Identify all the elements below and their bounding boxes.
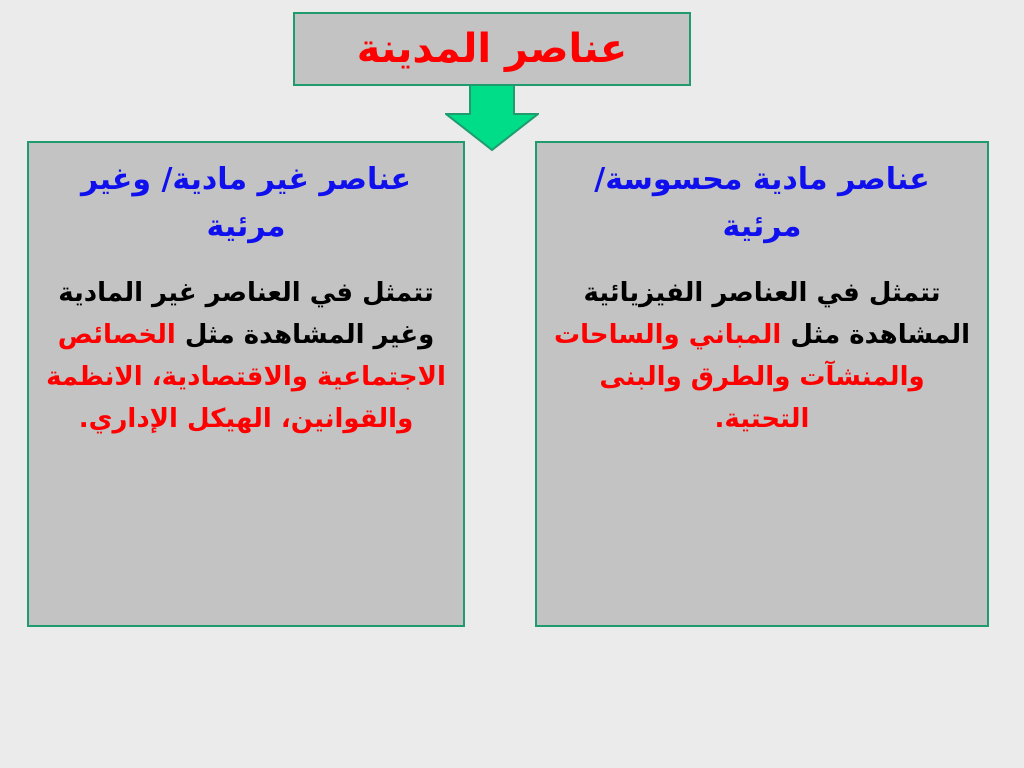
diagram-title: عناصر المدينة	[356, 26, 628, 72]
non-physical-elements-examples: الخصائص الاجتماعية والاقتصادية، الانظمة والقوانين، الهيكل الإداري.	[46, 320, 446, 435]
physical-elements-panel	[535, 141, 989, 627]
physical-elements-description: تتمثل في العناصر الفيزيائية المشاهدة مثل	[583, 278, 971, 351]
physical-elements-body	[551, 272, 973, 440]
physical-elements-heading: عناصر مادية محسوسة/ مرئية	[594, 162, 930, 244]
physical-elements-examples: المباني والساحات والمنشآت والطرق والبنى التحتية.	[553, 320, 925, 435]
non-physical-elements-panel	[27, 141, 465, 627]
title-box	[293, 12, 691, 86]
non-physical-elements-description: تتمثل في العناصر غير المادية وغير المشاهدة مثل	[58, 278, 435, 351]
non-physical-elements-body	[43, 272, 449, 440]
non-physical-elements-heading: عناصر غير مادية/ وغير مرئية	[80, 162, 412, 244]
